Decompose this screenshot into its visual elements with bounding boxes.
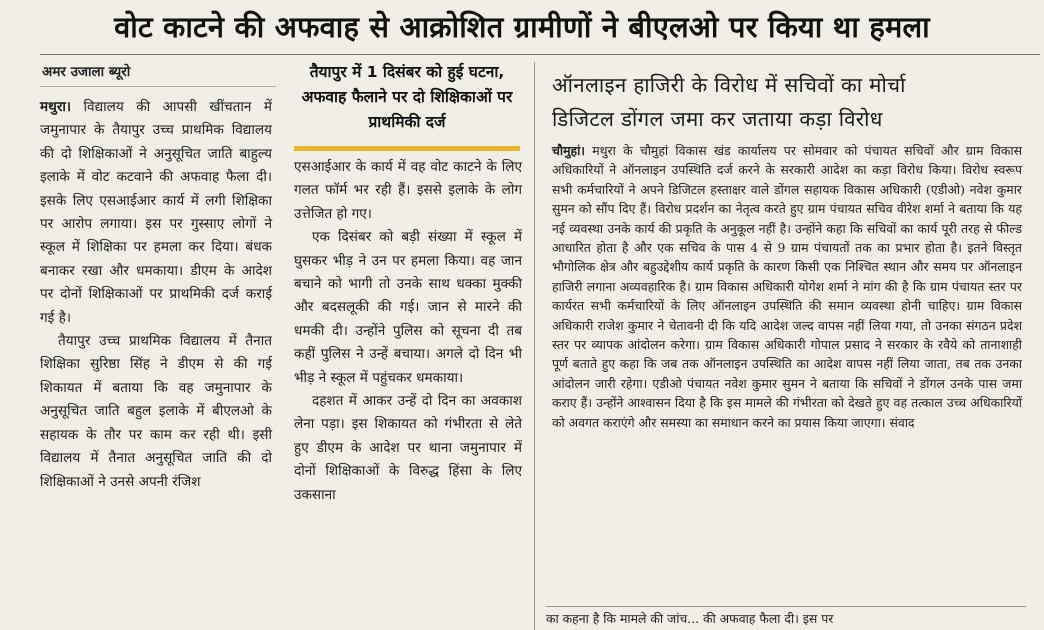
- left-article-paragraph-1: [40, 96, 272, 330]
- left-article-text-1: विद्यालय की आपसी खींचतान में जमुनापार के तैयापुर उच्च प्राथमिक विद्यालय की दो शिक्षिकाओं ने अनुसूचित जाति बाहुल्य इलाके में वोट कटवाने की अफवाह फैला दी। इसके लिए एसआईआर कार्य में लगी शिक्षिका पर आरोप लगाया। इस पर गुस्साए लोगों ने स्कूल में शिक्षिका पर हमला कर दिया। बंधक बनाकर रखा और धमकाया। डीएम के आदेश पर दोनों शिक्षिकाओं पर प्राथमिकी दर्ज कराई गई है।: [40, 99, 272, 326]
- bottom-article-fragment: का कहना है कि मामले की जांच... की अफवाह फैला दी। इस पर: [546, 611, 834, 626]
- right-article-body: मथुरा के चौमुहां विकास खंड कार्यालय पर सोमवार को पंचायत सचिवों और ग्राम विकास अधिकारियों ने ऑनलाइन उपस्थिति दर्ज करने के सरकारी आदेश का कड़ा विरोध किया। विरोध स्वरूप सभी कर्मचारियों ने अपने डिजिटल हस्ताक्षर वाले डोंगल सहायक विकास अधिकारी (एडीओ) नवेश कुमार सुमन को सौंप दिए हैं। विरोध प्रदर्शन का नेतृत्व करते हुए ग्राम पंचायत सचिव वीरेश शर्मा ने बताया कि यह नई व्यवस्था उनके कार्य की प्रकृति के अनुकूल नहीं है। उन्होंने कहा कि सचिवों का कार्य पूरी तरह से फील्ड आधारित होता है और एक सचिव के पास 4 से 9 ग्राम पंचायतों तक का प्रभार होता है। इतने विस्तृत भौगोलिक क्षेत्र और बहुउद्देशीय कार्य प्रकृति के कारण किसी एक निश्चित स्थान और समय पर ऑनलाइन हाजिरी लगाना अव्यवहारिक है। ग्राम विकास अधिकारी योगेश शर्मा ने मांग की है कि ग्राम पंचायत स्तर पर कार्यरत सभी कर्मचारियों के लिए ऑनलाइन उपस्थिति की समान व्यवस्था होनी चाहिए। ग्राम विकास अधिकारी राजेश कुमार ने चेतावनी दी कि यदि आदेश जल्द वापस नहीं लिया गया, तो उनका संगठन प्रदेश स्तर पर व्यापक आंदोलन करेगा। ग्राम विकास अधिकारी गोपाल प्रसाद ने सरकार के रवैये को तानाशाही पूर्ण बताते हुए कहा कि जब तक ऑनलाइन उपस्थिति का आदेश वापस नहीं लिया जाता, तब तक उनका आंदोलन जारी रहेगा। एडीओ पंचायत नवेश कुमार सुमन ने बताया कि सचिवों ने डोंगल उनके पास जमा कराए हैं। उन्होंने आश्वासन दिया है कि इस मामले की गंभीरता को देखते हुए वह तत्काल उच्च अधिकारियों को अवगत कराएंगे और समस्या का समाधान करने का प्रयास किया जाएगा। संवाद: [552, 143, 1022, 430]
- left-article-paragraph-2: तैयापुर उच्च प्राथमिक विद्यालय में तैनात शिक्षिका सुरिष्ठा सिंह ने डीएम से की गई शिकायत में बताया कि वह जमुनापार के अनुसूचित जाति बहुल इलाके में बीएलओ के सहायक के तौर पर काम कर रही थी। इसी विद्यालय में तैनात अनुसूचित जाति की दो शिक्षिकाओं ने उनसे अपनी रंजिश: [40, 333, 272, 490]
- middle-article-column: [294, 156, 522, 507]
- byline: अमर उजाला ब्यूरो: [42, 64, 131, 80]
- right-headline-line-1: ऑनलाइन हाजिरी के विरोध में सचिवों का मोर्चा: [552, 73, 906, 97]
- left-article-column: [40, 96, 272, 494]
- byline-divider: [40, 86, 276, 87]
- right-article-column: [552, 141, 1022, 432]
- main-headline: वोट काटने की अफवाह से आक्रोशित ग्रामीणों ने बीएलओ पर किया था हमला: [114, 9, 930, 44]
- middle-article-paragraph-1: एसआईआर के कार्य में वह वोट काटने के लिए गलत फॉर्म भर रही हैं। इससे इलाके के लोग उत्तेजित हो गए।: [294, 159, 522, 222]
- right-article-dateline: चौमुहां।: [552, 143, 585, 158]
- right-article-headline: [552, 68, 1022, 136]
- left-article-dateline: मथुरा।: [40, 99, 72, 115]
- middle-article-paragraph-3: दहशत में आकर उन्हें दो दिन का अवकाश लेना पड़ा। इस शिकायत को गंभीरता से लेते हुए डीएम के आदेश पर थाना जमुनापार में दोनों शिक्षिकाओं के विरुद्ध हिंसा के लिए उकसाना: [294, 393, 522, 503]
- column-divider: [534, 62, 535, 630]
- headline-divider: [40, 54, 1040, 55]
- middle-subheading: तैयापुर में 1 दिसंबर को हुई घटना, अफवाह फैलाने पर दो शिक्षिकाओं पर प्राथमिकी दर्ज: [301, 63, 513, 131]
- right-headline-line-2: डिजिटल डोंगल जमा कर जताया कड़ा विरोध: [552, 107, 883, 131]
- middle-article-paragraph-2: एक दिसंबर को बड़ी संख्या में स्कूल में घुसकर भीड़ ने उन पर हमला किया। वह जान बचाने को भागी तो उनके साथ धक्का मुक्की और बदसलूकी की गई। जान से मारने की धमकी दी। उन्होंने पुलिस को सूचना दी तब कहीं पुलिस ने उन्हें बचाया। अगले दो दिन भी भीड़ ने स्कूल में पहुंचकर धमकाया।: [294, 229, 522, 386]
- bottom-divider: [546, 606, 1026, 607]
- subheading-accent-bar: [294, 146, 520, 151]
- right-article-paragraph: [552, 141, 1022, 432]
